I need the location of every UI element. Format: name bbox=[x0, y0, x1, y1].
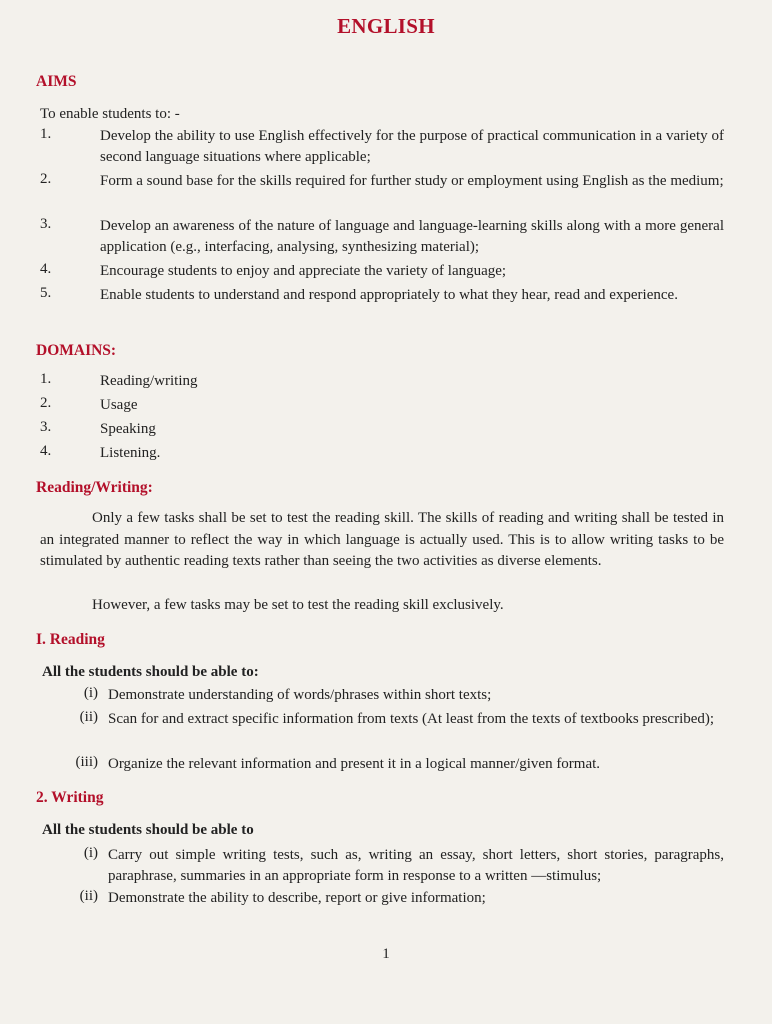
reading-subheading: All the students should be able to: bbox=[42, 664, 259, 680]
aims-item-number: 2. bbox=[40, 171, 52, 187]
writing-item-text: Demonstrate the ability to describe, report or give information; bbox=[108, 890, 486, 906]
writing-item-number: (i) bbox=[83, 845, 98, 861]
reading-item-number: (ii) bbox=[79, 709, 98, 725]
domains-item-text: Usage bbox=[100, 397, 138, 413]
reading-item-number: (iii) bbox=[75, 754, 98, 770]
domains-item-number: 1. bbox=[40, 371, 52, 387]
reading-writing-paragraph: Only a few tasks shall be set to test the reading skill. The skills of reading and writing shall be tested in an integrated manner to reflect the way in which language is actually used. This is to allow writing tasks to be stimulated by authentic reading texts rather than seeing the two activities as diverse elements. bbox=[40, 510, 724, 569]
writing-item-number: (ii) bbox=[79, 888, 98, 904]
aims-item-text: Enable students to understand and respond appropriately to what they hear, read and experience. bbox=[100, 287, 678, 303]
reading-item-text: Scan for and extract specific information from texts (At least from the texts of textbooks prescribed); bbox=[108, 711, 715, 727]
writing-item-text: Carry out simple writing tests, such as, writing an essay, short letters, short stories, paragraphs, paraphrase, summaries in an appropriate form in response to a written —stimulus; bbox=[108, 847, 724, 884]
domains-item-number: 4. bbox=[40, 443, 52, 459]
writing-heading: 2. Writing bbox=[36, 789, 104, 806]
aims-item-number: 3. bbox=[40, 216, 52, 232]
reading-heading: I. Reading bbox=[36, 631, 105, 648]
aims-heading: AIMS bbox=[36, 73, 77, 90]
aims-item-text: Develop the ability to use English effectively for the purpose of practical communication in a variety of second language situations where applicable; bbox=[100, 128, 724, 165]
reading-item-text: Organize the relevant information and present it in a logical manner/given format. bbox=[108, 756, 601, 772]
domains-item-text: Speaking bbox=[100, 421, 156, 437]
reading-writing-heading: Reading/Writing: bbox=[36, 479, 153, 496]
aims-item-number: 4. bbox=[40, 261, 52, 277]
page-number: 1 bbox=[382, 946, 390, 962]
domains-item-number: 3. bbox=[40, 419, 52, 435]
aims-item-number: 5. bbox=[40, 285, 52, 301]
domains-item-number: 2. bbox=[40, 395, 52, 411]
aims-item-number: 1. bbox=[40, 126, 52, 142]
reading-item-number: (i) bbox=[83, 685, 98, 701]
aims-item-text: Form a sound base for the skills required for further study or employment using English as the medium; bbox=[100, 173, 724, 189]
domains-heading: DOMAINS: bbox=[36, 342, 117, 359]
writing-subheading: All the students should be able to bbox=[42, 822, 254, 838]
aims-item-text: Encourage students to enjoy and appreciate the variety of language; bbox=[100, 263, 507, 279]
reading-writing-paragraph: However, a few tasks may be set to test the reading skill exclusively. bbox=[92, 597, 504, 613]
domains-item-text: Reading/writing bbox=[100, 373, 198, 389]
page-title: ENGLISH bbox=[337, 14, 435, 38]
aims-intro: To enable students to: - bbox=[40, 106, 180, 122]
domains-item-text: Listening. bbox=[100, 445, 161, 461]
aims-item-text: Develop an awareness of the nature of language and language-learning skills along with a more general application (e.g., interfacing, analysing, synthesizing material); bbox=[100, 218, 724, 255]
reading-item-text: Demonstrate understanding of words/phrases within short texts; bbox=[108, 687, 492, 703]
